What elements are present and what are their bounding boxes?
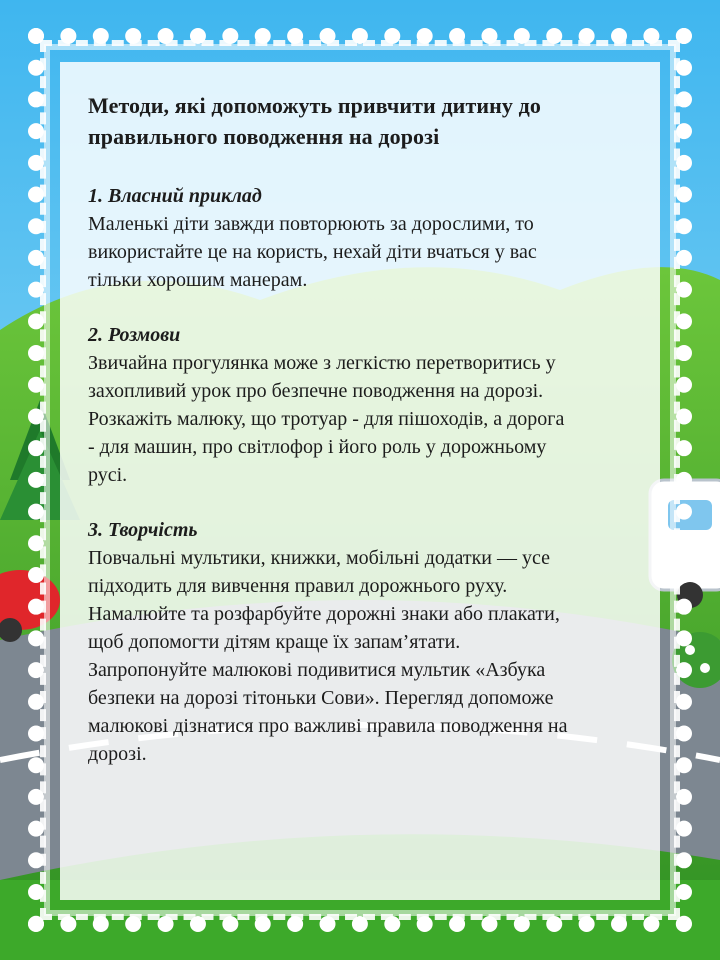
text-line: Звичайна прогулянка може з легкістю перетворитись у [88, 352, 556, 374]
title-line: Методи, які допоможуть привчити дитину до [88, 93, 541, 118]
section-text [88, 210, 668, 294]
text-line: дорозі. [88, 743, 147, 765]
section-heading: 2. Розмови [88, 324, 181, 346]
section-conversations [88, 322, 668, 489]
text-line: щоб допомогти дітям краще їх запам’ятати. [88, 631, 461, 653]
text-line: захопливий урок про безпечне поводження на дорозі. [88, 380, 544, 402]
text-line: русі. [88, 464, 128, 486]
section-heading: 1. Власний приклад [88, 185, 262, 207]
page-title [88, 90, 668, 152]
section-creativity [88, 517, 668, 768]
text-line: безпеки на дорозі тітоньки Сови». Перегляд допоможе [88, 687, 554, 709]
text-line: Маленькі діти завжди повторюють за дорослими, то [88, 213, 534, 235]
text-line: - для машин, про світлофор і його роль у дорожньому [88, 436, 547, 458]
text-line: Намалюйте та розфарбуйте дорожні знаки або плакати, [88, 603, 560, 625]
text-line: Повчальні мультики, книжки, мобільні додатки — усе [88, 547, 550, 569]
text-line: тільки хорошим манерам. [88, 269, 308, 291]
document-content [88, 90, 668, 796]
section-example [88, 183, 668, 294]
text-line: використайте це на користь, нехай діти вчаться у вас [88, 241, 537, 263]
section-heading: 3. Творчість [88, 519, 198, 541]
text-line: Запропонуйте малюкові подивитися мультик «Азбука [88, 659, 546, 681]
text-line: малюкові дізнатися про важливі правила поводження на [88, 715, 568, 737]
text-line: підходить для вивчення правил дорожнього руху. [88, 575, 508, 597]
title-line: правильного поводження на дорозі [88, 124, 440, 149]
section-text [88, 349, 668, 489]
section-text [88, 544, 668, 768]
text-line: Розкажіть малюку, що тротуар - для пішоходів, а дорога [88, 408, 565, 430]
